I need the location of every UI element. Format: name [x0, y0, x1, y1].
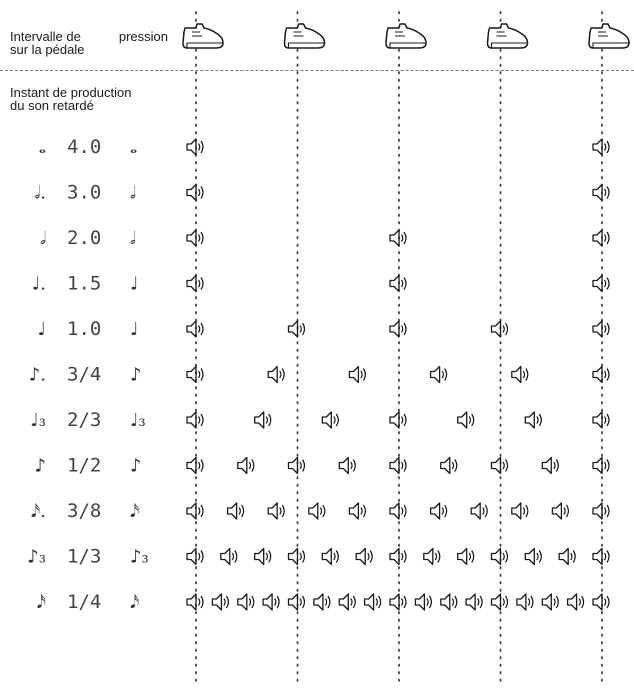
- row-note-right: 𝅘𝅥𝅯: [130, 592, 140, 613]
- delay-row: [37, 591, 609, 613]
- row-note-left: 𝅘𝅥𝅯.: [30, 501, 46, 522]
- row-delay-value: 3/8: [67, 500, 102, 522]
- row-delay-value: 1/3: [67, 545, 102, 568]
- speaker-icon: [289, 549, 305, 565]
- row-note-left: ♪.: [28, 364, 46, 386]
- delay-row: [32, 273, 609, 295]
- row-note-right: ♪₃: [130, 546, 149, 568]
- delay-row: [27, 546, 609, 568]
- speaker-icon: [431, 367, 447, 383]
- speaker-icon: [187, 321, 203, 337]
- speaker-icon: [593, 367, 609, 383]
- speaker-icon: [512, 367, 528, 383]
- speaker-icon: [263, 594, 279, 610]
- foot-pedal-icon: [183, 24, 223, 48]
- speaker-icon: [568, 594, 584, 610]
- delay-rows: [27, 136, 609, 613]
- speaker-icon: [492, 458, 508, 474]
- foot-pedal-icon: [589, 24, 629, 48]
- speaker-icon: [221, 549, 237, 565]
- speaker-icon: [268, 503, 284, 519]
- speaker-icon: [187, 185, 203, 201]
- header-interval-line2: sur la pédale: [10, 42, 85, 57]
- row-delay-value: 4.0: [67, 136, 102, 158]
- speaker-icon: [525, 412, 541, 428]
- delay-row: [35, 455, 610, 477]
- delay-row: [31, 500, 609, 522]
- speaker-icon: [390, 412, 406, 428]
- speaker-icon: [187, 276, 203, 292]
- speaker-icon: [517, 594, 533, 610]
- speaker-icon: [187, 230, 203, 246]
- speaker-icon: [238, 458, 254, 474]
- speaker-icon: [339, 458, 355, 474]
- speaker-icon: [593, 321, 609, 337]
- speaker-icon: [349, 367, 365, 383]
- row-note-right: ♪: [130, 455, 142, 477]
- speaker-icon: [458, 412, 474, 428]
- speaker-icon: [289, 594, 305, 610]
- speaker-icon: [390, 321, 406, 337]
- row-note-right: 𝅗𝅥: [130, 182, 136, 204]
- speaker-icon: [187, 594, 203, 610]
- delay-row: [39, 136, 609, 158]
- speaker-icon: [255, 412, 271, 428]
- row-note-left: ♩.: [31, 273, 46, 295]
- row-delay-value: 3.0: [67, 181, 102, 204]
- row-note-left: 𝅝: [38, 137, 46, 158]
- beat-guides: [196, 12, 602, 686]
- speaker-icon: [289, 458, 305, 474]
- speaker-icon: [542, 458, 558, 474]
- speaker-icon: [492, 549, 508, 565]
- row-delay-value: 1/2: [67, 454, 102, 477]
- row-note-right: ♩: [130, 319, 139, 340]
- row-note-left: ♩: [37, 319, 46, 340]
- speaker-icon: [289, 321, 305, 337]
- speaker-icon: [356, 549, 372, 565]
- speaker-icon: [424, 549, 440, 565]
- speaker-icon: [431, 503, 447, 519]
- row-delay-value: 1.0: [67, 318, 102, 340]
- speaker-icon: [228, 503, 244, 519]
- speaker-icon: [593, 458, 609, 474]
- speaker-icon: [542, 594, 558, 610]
- speaker-icon: [390, 458, 406, 474]
- speaker-icon: [552, 503, 568, 519]
- speaker-icon: [390, 549, 406, 565]
- speaker-icon: [492, 594, 508, 610]
- speaker-icon: [255, 549, 271, 565]
- speaker-icon: [187, 549, 203, 565]
- speaker-icon: [314, 594, 330, 610]
- delay-row: [38, 318, 610, 340]
- foot-pedal-icon: [488, 24, 528, 48]
- row-delay-value: 1.5: [67, 272, 102, 295]
- speaker-icon: [471, 503, 487, 519]
- row-note-left: ♩₃: [30, 410, 46, 431]
- speaker-icon: [593, 594, 609, 610]
- speaker-icon: [187, 458, 203, 474]
- speaker-icon: [415, 594, 431, 610]
- speaker-icon: [593, 230, 609, 246]
- row-note-right: ♩: [130, 273, 139, 295]
- speaker-icon: [390, 594, 406, 610]
- header-delay-line2: du son retardé: [10, 98, 94, 113]
- speaker-icon: [187, 412, 203, 428]
- speaker-icon: [365, 594, 381, 610]
- row-delay-value: 1/4: [67, 591, 102, 613]
- row-note-right: ♪: [130, 364, 142, 386]
- speaker-icon: [268, 367, 284, 383]
- speaker-icon: [339, 594, 355, 610]
- speaker-icon: [322, 549, 338, 565]
- foot-pedal-icon: [285, 24, 325, 48]
- speaker-icon: [593, 185, 609, 201]
- speaker-icon: [593, 549, 609, 565]
- speaker-icon: [187, 503, 203, 519]
- row-note-left: 𝅘𝅥𝅯: [36, 592, 46, 613]
- row-note-right: 𝅘𝅥𝅯: [130, 501, 140, 522]
- speaker-icon: [593, 503, 609, 519]
- row-note-right: 𝅗𝅥: [130, 228, 136, 249]
- speaker-icon: [212, 594, 228, 610]
- pedal-row: [183, 24, 629, 48]
- speaker-icon: [390, 230, 406, 246]
- speaker-icon: [309, 503, 325, 519]
- speaker-icon: [593, 276, 609, 292]
- speaker-icon: [593, 139, 609, 155]
- speaker-icon: [238, 594, 254, 610]
- row-delay-value: 2.0: [67, 227, 102, 249]
- foot-pedal-icon: [386, 24, 426, 48]
- row-note-right: 𝅝: [130, 137, 138, 158]
- speaker-icon: [390, 503, 406, 519]
- speaker-icon: [593, 412, 609, 428]
- speaker-icon: [349, 503, 365, 519]
- speaker-icon: [492, 321, 508, 337]
- row-delay-value: 2/3: [67, 409, 102, 431]
- row-note-left: 𝅗𝅥: [40, 228, 46, 249]
- row-note-left: ♪₃: [27, 546, 46, 568]
- header-interval-left: Intervalle de: [10, 29, 81, 44]
- delay-row: [30, 409, 609, 431]
- header-interval-right: pression: [118, 29, 168, 44]
- speaker-icon: [466, 594, 482, 610]
- speaker-icon: [390, 276, 406, 292]
- speaker-icon: [187, 139, 203, 155]
- speaker-icon: [525, 549, 541, 565]
- speaker-icon: [458, 549, 474, 565]
- speaker-icon: [187, 367, 203, 383]
- speaker-icon: [441, 458, 457, 474]
- delay-row: [40, 227, 609, 249]
- speaker-icon: [441, 594, 457, 610]
- row-note-left: ♪: [34, 455, 46, 477]
- row-delay-value: 3/4: [67, 363, 102, 386]
- header-delay-line1: Instant de production: [10, 85, 132, 100]
- row-note-right: ♩₃: [130, 410, 146, 431]
- delay-row: [35, 182, 609, 204]
- row-note-left: 𝅗𝅥.: [34, 182, 46, 204]
- speaker-icon: [559, 549, 575, 565]
- speaker-icon: [512, 503, 528, 519]
- speaker-icon: [322, 412, 338, 428]
- delay-row: [29, 364, 609, 386]
